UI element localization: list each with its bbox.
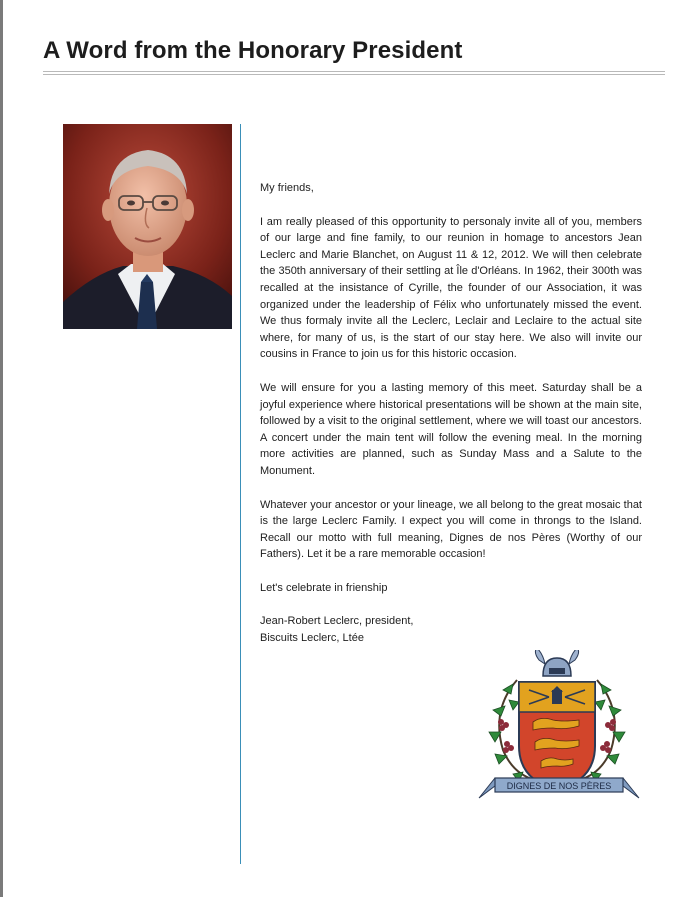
president-portrait-photo [63, 124, 232, 329]
signature-name: Jean-Robert Leclerc, president, [260, 615, 414, 628]
crest-motto-text: DIGNES DE NOS PÈRES [506, 781, 612, 791]
title-double-rule [43, 71, 665, 75]
letter-closing: Let's celebrate in frienship [260, 581, 388, 594]
letter-body [260, 180, 642, 664]
signature-company: Biscuits Leclerc, Ltée [260, 632, 364, 645]
page-left-border [0, 0, 3, 897]
letter-paragraph: We will ensure for you a lasting memory of this meet. Saturday shall be a joyful experience where historical presentations will be shown at the main site, followed by a visit to the original settlement, where we will toast our ancestors. A concert under the main tent will follow the evening meal. In the morning more activities are planned, such as Sunday Mass and a Salute to the Monument. [260, 381, 642, 477]
letter-greeting: My friends, [260, 182, 314, 194]
column-divider [240, 124, 241, 864]
letter-paragraph: I am really pleased of this opportunity to personaly invite all of you, members of our large and fine family, to our reunion in homage to ancestors Jean Leclerc and Marie Blanchet, on August 11 & 12, 2012. We will then celebrate the 350th anniversary of their settling at Île d'Orléans. In 1962, their 300th was recalled at the insistance of Cyrille, the founder of our Association, it was organized under the leadership of Félix who unfortunately missed the event. We thus formaly invite all the Leclerc, Leclair and Leclaire to the actual site where, for many of us, is the start of our stay here. We also will invite our cousins in France to join us for this historic occasion. [260, 215, 642, 361]
letter-paragraph: Whatever your ancestor or your lineage, we all belong to the great mosaic that is the large Leclerc Family. I expect you will come in throngs to the Island. Recall our motto with full meaning, Dignes de nos Pères (Worthy of our Fathers). Let it be a rare memorable occasion! [260, 498, 642, 561]
family-coat-of-arms [473, 650, 645, 810]
page-title: A Word from the Honorary President [43, 37, 463, 64]
